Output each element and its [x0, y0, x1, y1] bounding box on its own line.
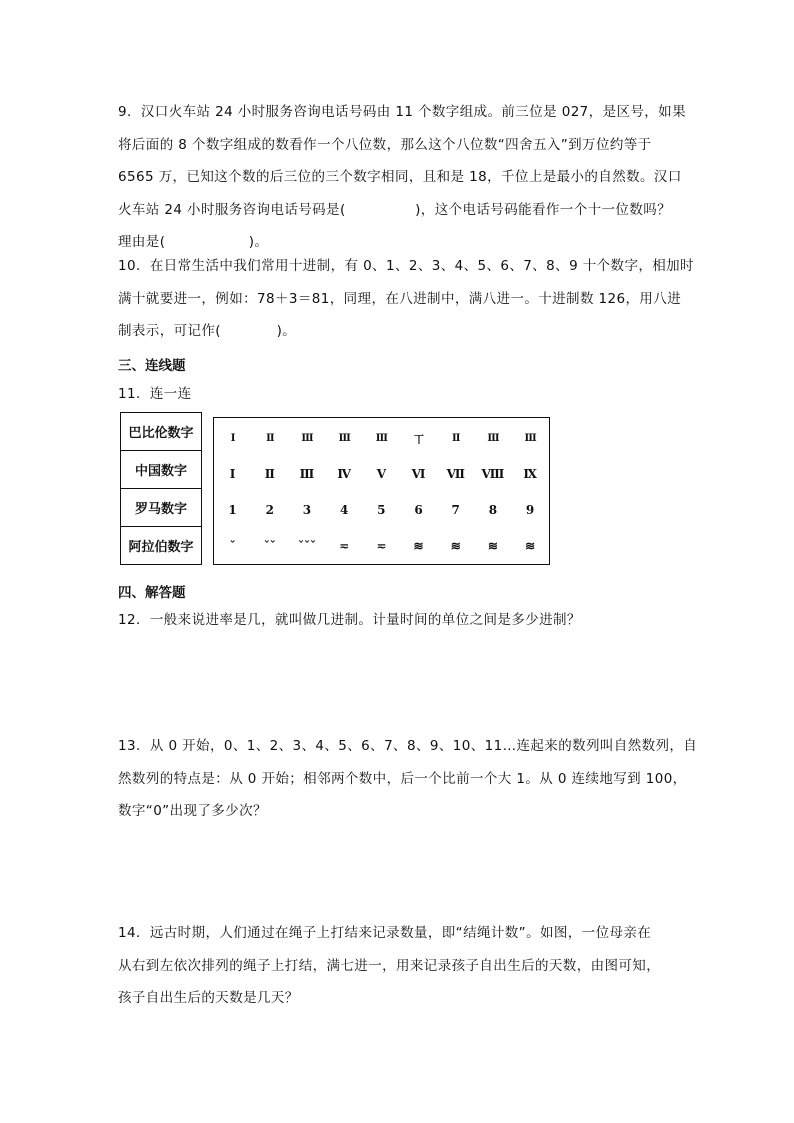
symbol: ≂: [376, 539, 387, 553]
symbol: 8: [488, 503, 498, 517]
symbol: Ⅲ: [301, 432, 313, 444]
row-roman-numerals[interactable]: [214, 456, 549, 492]
label-arabic[interactable]: 阿拉伯数字: [128, 540, 194, 555]
symbol: ˇ: [229, 539, 236, 553]
symbol: 6: [414, 503, 423, 517]
q14-line: 从右到左依次排列的绳子上打结，满七进一，用来记录孩子自出生后的天数，由图可知，: [118, 957, 661, 974]
q10-line: 满十就要进一，例如：78＋3＝81，同理，在八进制中，满八进一。十进制数 126，用八进: [118, 290, 682, 307]
symbol: ≋: [487, 539, 498, 553]
q9-line: 将后面的 8 个数字组成的数看作一个八位数，那么这个八位数“四舍五入”到万位约等于: [118, 136, 652, 153]
symbol: 丅: [414, 434, 424, 446]
q13-line: 数字“0”出现了多少次？: [118, 803, 267, 819]
symbol: Ⅲ: [299, 467, 315, 481]
symbol: Ⅲ: [375, 432, 387, 444]
symbol: Ⅰ: [229, 467, 236, 481]
q9-line: 火车站 24 小时服务咨询电话号码是( )，这个电话号码能看作一个十一位数吗？: [118, 201, 671, 218]
label-roman[interactable]: 罗马数字: [121, 489, 201, 527]
symbol: ˇˇ: [263, 539, 276, 553]
section-4-heading: 四、解答题: [118, 585, 186, 601]
row-rod-numerals[interactable]: [214, 420, 549, 456]
symbol: 4: [339, 503, 349, 517]
symbol: 9: [525, 503, 535, 517]
symbol: ≋: [450, 539, 461, 553]
q12-line: 12．一般来说进率是几，就叫做几进制。计量时间的单位之间是多少进制？: [118, 612, 581, 628]
row-arabic-numerals[interactable]: [214, 492, 549, 528]
question-11-title: 11．连一连: [118, 386, 192, 402]
question-9: [118, 96, 698, 259]
section-3-heading: 三、连线题: [118, 358, 186, 374]
q10-line: 10．在日常生活中我们常用十进制，有 0、1、2、3、4、5、6、7、8、9 十个数字，相加时: [118, 258, 694, 274]
question-12: [118, 604, 698, 637]
label-babylonian[interactable]: 巴比伦数字: [121, 413, 201, 451]
symbol: 7: [451, 503, 460, 517]
row-babylonian-numerals[interactable]: [214, 528, 549, 564]
symbol: Ⅳ: [337, 467, 351, 481]
symbol: Ⅱ: [264, 467, 275, 481]
question-13: [118, 730, 698, 828]
symbol: 5: [377, 503, 386, 517]
symbol: ≂: [339, 539, 350, 553]
symbol: ≋: [525, 539, 536, 553]
symbol: 3: [302, 503, 312, 517]
symbol: Ⅲ: [487, 432, 499, 444]
symbol: Ⅲ: [338, 432, 350, 444]
q9-line: 6565 万，已知这个数的后三位的三个数字相同，且和是 18，千位上是最小的自然数。汉口: [118, 169, 682, 185]
question-14: [118, 917, 698, 1015]
q14-line: 14．远古时期，人们通过在绳子上打结来记录数量，即“结绳计数”。如图，一位母亲在: [118, 925, 652, 941]
numeral-system-labels: [120, 412, 202, 565]
symbol: Ⅰ: [230, 432, 235, 444]
symbol: Ⅷ: [481, 467, 505, 481]
symbol: Ⅲ: [524, 432, 536, 444]
symbol: ≋: [413, 539, 424, 553]
symbol: 2: [265, 503, 274, 517]
q13-line: 然数列的特点是：从 0 开始；相邻两个数中，后一个比前一个大 1。从 0 连续地写到 100，: [118, 770, 687, 787]
q14-line: 孩子自出生后的天数是几天？: [118, 990, 299, 1006]
symbol: Ⅸ: [523, 467, 537, 481]
symbol: Ⅵ: [411, 467, 426, 481]
symbol: Ⅴ: [376, 467, 386, 481]
numeral-symbols-grid: [213, 417, 550, 565]
q9-line: 9．汉口火车站 24 小时服务咨询电话号码由 11 个数字组成。前三位是 027，是区号，如果: [118, 104, 686, 120]
q10-line: 制表示，可记作( )。: [118, 323, 297, 339]
symbol: Ⅶ: [446, 467, 465, 481]
symbol: Ⅱ: [266, 432, 274, 444]
symbol: 1: [228, 503, 237, 517]
symbol: ˇˇˇ: [297, 539, 316, 553]
q13-line: 13．从 0 开始，0、1、2、3、4、5、6、7、8、9、10、11…连起来的数列叫自然数列，自: [118, 738, 698, 754]
q9-line: 理由是( )。: [118, 234, 269, 250]
question-10: [118, 250, 698, 348]
symbol: Ⅱ: [452, 432, 460, 444]
label-chinese[interactable]: 中国数字: [121, 451, 201, 489]
